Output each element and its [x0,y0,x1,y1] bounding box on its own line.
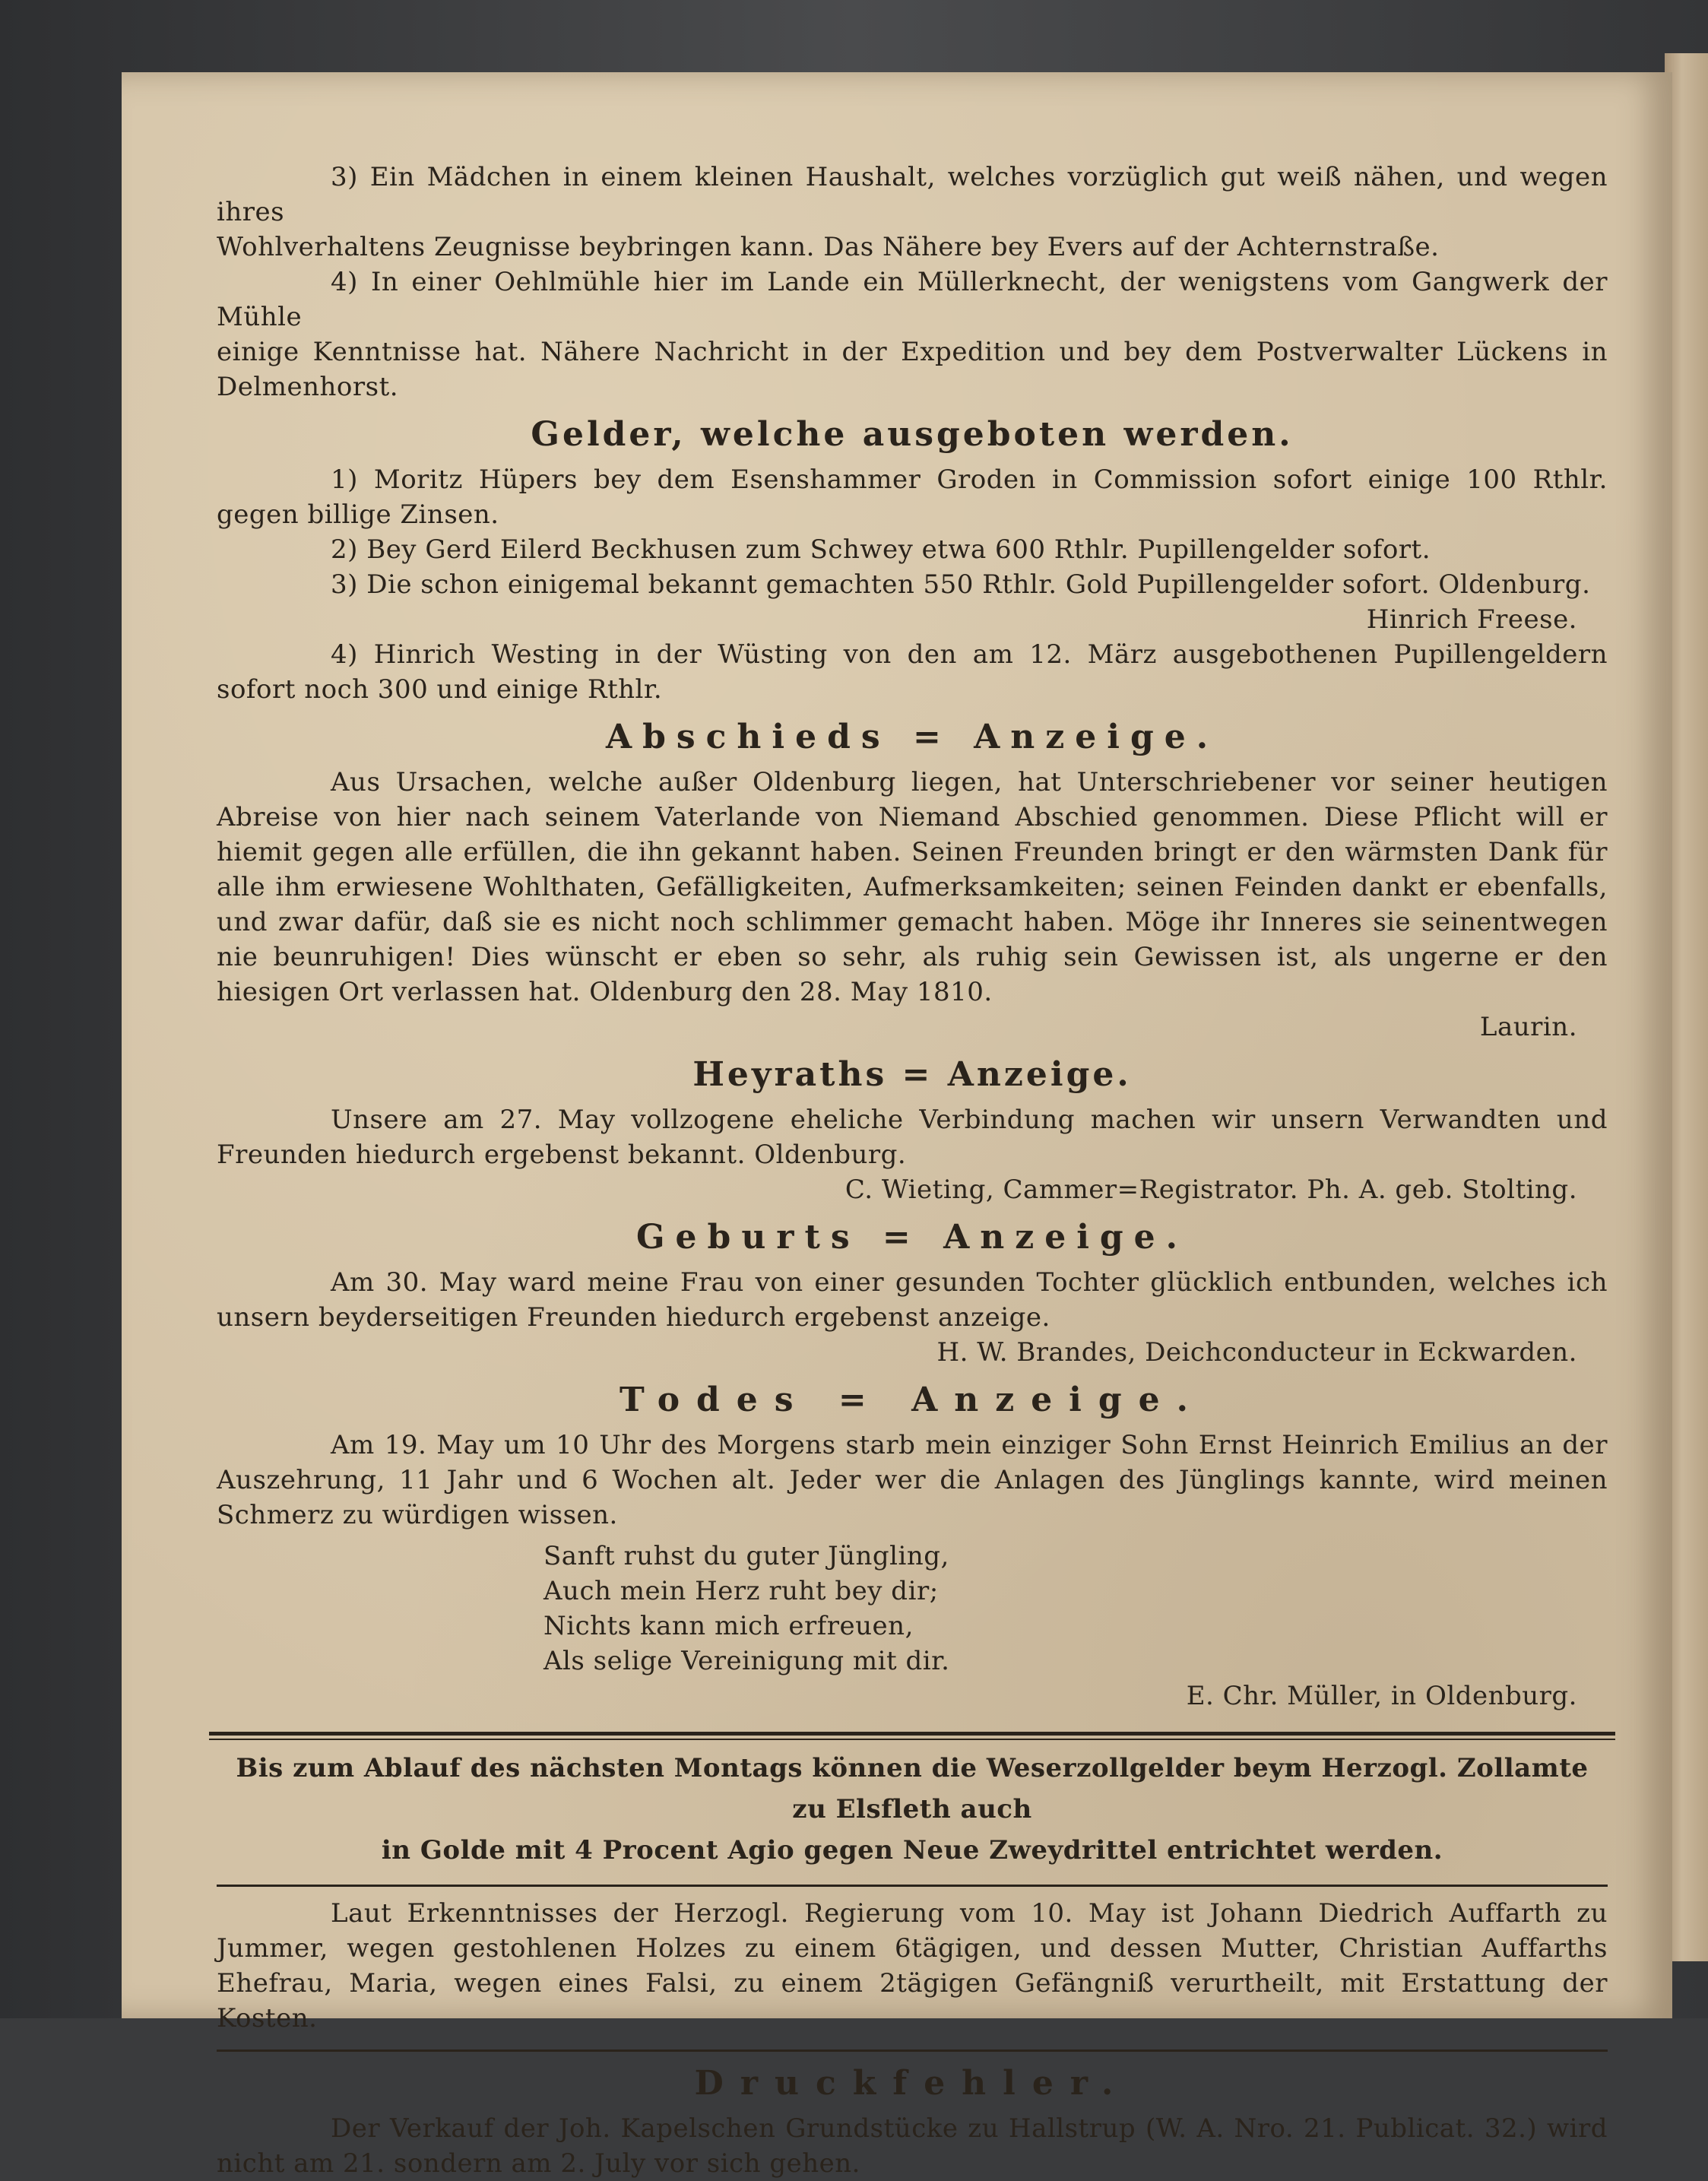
money-item-3-signature: Hinrich Freese. [1366,604,1577,635]
farewell-signature: Laurin. [1479,1012,1577,1042]
farewell-heading: Abschieds = Anzeige. [605,718,1219,756]
birth-signature: H. W. Brandes, Deichconducteur in Eckwarden. [936,1337,1577,1368]
errata-text: Der Verkauf der Joh. Kapelschen Grundstücke zu Hallstrup (W. A. Nro. 21. Publicat. 32.) wird nicht am 21. sondern am 2. July vor sich gehen. [217,2113,1608,2179]
birth-section [217,1215,1608,1370]
death-heading: Todes = Anzeige. [620,1381,1205,1419]
death-signature: E. Chr. Müller, in Oldenburg. [1186,1681,1577,1711]
toll-notice [217,1748,1608,1871]
vacancy-item-3-line1: 3) Ein Mädchen in einem kleinen Haushalt, welches vorzüglich gut weiß nähen, und wegen ihres [217,162,1608,227]
vacancy-item-4-line1: 4) In einer Oehlmühle hier im Lande ein Müllerknecht, der wenigstens vom Gangwerk der Mühle [217,267,1608,332]
court-text: Laut Erkenntnisses der Herzogl. Regierung vom 10. May ist Johann Diedrich Auffarth zu Jummer, wegen gestohlenen Holzes zu einem 6tägigen, und dessen Mutter, Christian Auffarths Ehefrau, Maria, wegen eines Falsi, zu einem 2tägigen Gefängniß verurtheilt, mit Erstattung der Kosten. [217,1898,1608,2034]
court-section [217,1896,1608,2036]
poem-line: Sanft ruhst du guter Jüngling, [543,1541,949,1571]
farewell-text: Aus Ursachen, welche außer Oldenburg liegen, hat Unterschriebener vor seiner heutigen Abreise von hier nach seinem Vaterlande von Niemand Abschied genommen. Diese Pflicht will er hiemit gegen alle erfüllen, die ihn gekannt haben. Seinen Freunden bringt er den wärmsten Dank für alle ihm erwiesene Wohlthaten, Gefälligkeiten, Aufmerksamkeiten; seinen Feinden dankt er ebenfalls, und zwar dafür, daß sie es nicht noch schlimmer gemacht haben. Möge ihr Inneres sie seinentwegen nie beunruhigen! Dies wünscht er eben so sehr, als ruhig sein Gewissen ist, als ungerne er den hiesigen Ort verlassen hat. Oldenburg den 28. May 1810. [217,767,1608,1007]
vacancies-section [217,160,1608,404]
money-section [217,412,1608,707]
poem-line: Auch mein Herz ruht bey dir; [543,1576,939,1606]
birth-heading: Geburts = Anzeige. [635,1218,1188,1257]
errata-heading: Druckfehler. [694,2064,1130,2103]
vacancy-item-3-line2: Wohlverhaltens Zeugnisse beybringen kann. Das Nähere bey Evers auf der Achternstraße. [217,232,1440,262]
toll-notice-line1: Bis zum Ablauf des nächsten Montags können die Weserzollgelder beym Herzogl. Zollamte zu Elsfleth auch [236,1753,1589,1824]
poem-line: Als selige Vereinigung mit dir. [543,1646,950,1676]
death-section [217,1377,1608,1713]
double-rule-divider [209,1732,1615,1740]
toll-notice-line2: in Golde mit 4 Procent Agio gegen Neue Zweydrittel entrichtet werden. [381,1835,1443,1866]
money-heading: Gelder, welche ausgeboten werden. [531,415,1294,454]
rule-divider [217,2049,1608,2052]
money-item-2: 2) Bey Gerd Eilerd Beckhusen zum Schwey etwa 600 Rthlr. Pupillengelder sofort. [331,534,1431,565]
farewell-section [217,715,1608,1045]
birth-text: Am 30. May ward meine Frau von einer gesunden Tochter glücklich entbunden, welches ich unsern beyderseitigen Freunden hiedurch ergebenst anzeige. [217,1267,1608,1333]
errata-section [217,2061,1608,2181]
money-item-1: 1) Moritz Hüpers bey dem Esenshammer Groden in Commission sofort einige 100 Rthlr. gegen billige Zinsen. [217,464,1608,530]
poem-line: Nichts kann mich erfreuen, [543,1611,914,1641]
vacancy-item-4-line2: einige Kenntnisse hat. Nähere Nachricht in der Expedition und bey dem Postverwalter Lückens in Delmenhorst. [217,337,1608,402]
death-poem [543,1539,1608,1679]
money-item-4: 4) Hinrich Westing in der Wüsting von den am 12. März ausgebothenen Pupillengeldern sofort noch 300 und einige Rthlr. [217,639,1608,705]
marriage-signature: C. Wieting, Cammer=Registrator. Ph. A. geb. Stolting. [844,1175,1577,1205]
death-text: Am 19. May um 10 Uhr des Morgens starb mein einziger Sohn Ernst Heinrich Emilius an der Auszehrung, 11 Jahr und 6 Wochen alt. Jeder wer die Anlagen des Jünglings kannte, wird meinen Schmerz zu würdigen wissen. [217,1430,1608,1530]
page-content [217,160,1608,2181]
money-item-3: 3) Die schon einigemal bekannt gemachten 550 Rthlr. Gold Pupillengelder sofort. Oldenburg. [331,569,1591,600]
rule-divider [217,1885,1608,1887]
marriage-heading: Heyraths = Anzeige. [692,1055,1132,1094]
marriage-text: Unsere am 27. May vollzogene eheliche Verbindung machen wir unsern Verwandten und Freunden hiedurch ergebenst bekannt. Oldenburg. [217,1105,1608,1170]
marriage-section [217,1052,1608,1207]
